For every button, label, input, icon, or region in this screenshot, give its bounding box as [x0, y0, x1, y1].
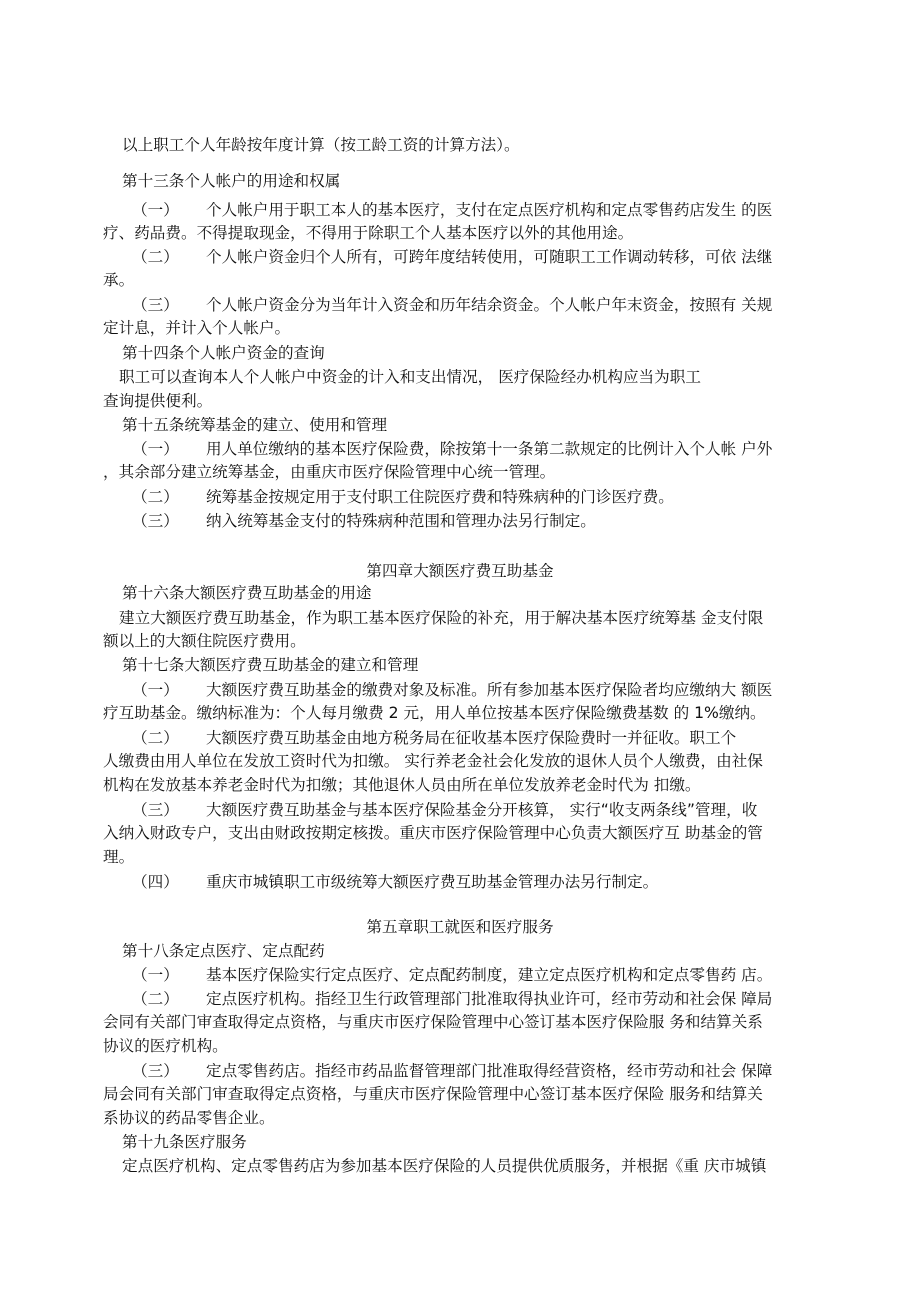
- clause-line: [132, 988, 772, 1010]
- clause-number: （一）: [132, 966, 179, 984]
- clause-text: 统筹基金按规定用于支付职工住院医疗费和特殊病种的门诊医疗费。: [206, 488, 674, 506]
- chapter-title: 第五章职工就医和医疗服务: [366, 918, 554, 936]
- clause-text: 大额医疗费互助基金的缴费对象及标准。所有参加基本医疗保险者均应缴纳大 额医: [206, 681, 773, 699]
- text-line: 以上职工个人年龄按年度计算（按工龄工资的计算方法）。: [122, 136, 520, 154]
- clause-text: 个人帐户资金归个人所有，可跨年度结转使用，可随职工工作调动转移，可依 法继: [206, 248, 773, 266]
- article-heading: 第十三条个人帐户的用途和权属: [122, 172, 341, 190]
- clause-number: （三）: [132, 512, 179, 530]
- text-line: 定计息，并计入个人帐户。: [103, 319, 291, 337]
- article-heading: 第十六条大额医疗费互助基金的用途: [122, 584, 372, 602]
- text-line: 人缴费由用人单位在发放工资时代为扣缴。 实行养老金社会化发放的退休人员个人缴费，由社保: [103, 752, 763, 770]
- clause-line: [132, 486, 674, 508]
- article-heading: 第十四条个人帐户资金的查询: [122, 344, 325, 362]
- clause-number: （二）: [132, 248, 179, 266]
- clause-number: （三）: [132, 801, 179, 819]
- clause-number: （四）: [132, 873, 179, 891]
- text-line: 额以上的大额住院医疗费用。: [103, 632, 306, 650]
- clause-line: [132, 199, 772, 221]
- clause-text: 重庆市城镇职工市级统筹大额医疗费互助基金管理办法另行制定。: [206, 873, 659, 891]
- text-line: 承。: [103, 271, 135, 289]
- clause-line: [132, 510, 596, 532]
- text-line: 系协议的药品零售企业。: [103, 1109, 275, 1127]
- clause-text: 定点医疗机构。指经卫生行政管理部门批准取得执业许可，经市劳动和社会保 障局: [206, 990, 773, 1008]
- clause-number: （三）: [132, 296, 179, 314]
- text-line: 建立大额医疗费互助基金，作为职工基本医疗保险的补充，用于解决基本医疗统筹基 金支付限: [119, 609, 764, 627]
- clause-text: 个人帐户资金分为当年计入资金和历年结余资金。个人帐户年末资金，按照有 关规: [206, 296, 773, 314]
- text-line: 会同有关部门审查取得定点资格，与重庆市医疗保险管理中心签订基本医疗保险服 务和结算关系: [103, 1013, 763, 1031]
- article-heading: 第十九条医疗服务: [122, 1133, 247, 1151]
- clause-number: （三）: [132, 1062, 179, 1080]
- text-line: ，其余部分建立统筹基金，由重庆市医疗保险管理中心统一管理。: [103, 463, 556, 481]
- chapter-title: 第四章大额医疗费互助基金: [366, 562, 554, 580]
- clause-number: （二）: [132, 729, 179, 747]
- clause-line: [132, 727, 736, 749]
- text-line: 入纳入财政专户，支出由财政按期定核拨。重庆市医疗保险管理中心负责大额医疗互 助基金的管: [103, 824, 763, 842]
- text-line: 机构在发放基本养老金时代为扣缴；其他退休人员由所在单位发放养老金时代为 扣缴。: [103, 776, 701, 794]
- clause-text: 个人帐户用于职工本人的基本医疗，支付在定点医疗机构和定点零售药店发生 的医: [206, 201, 773, 219]
- clause-line: [132, 679, 772, 701]
- clause-number: （一）: [132, 681, 179, 699]
- article-heading: 第十七条大额医疗费互助基金的建立和管理: [122, 656, 419, 674]
- article-heading: 第十八条定点医疗、定点配药: [122, 942, 325, 960]
- text-line: 理。: [103, 848, 135, 866]
- clause-text: 定点零售药店。指经市药品监督管理部门批准取得经营资格，经市劳动和社会 保障: [206, 1062, 773, 1080]
- clause-line: [132, 871, 658, 893]
- clause-line: [132, 294, 772, 316]
- clause-line: [132, 799, 757, 821]
- clause-line: [132, 246, 772, 268]
- text-line: 疗互助基金。缴纳标准为：个人每月缴费 2 元，用人单位按基本医疗保险缴费基数 的 1%缴纳。: [103, 704, 766, 722]
- clause-line: [132, 438, 772, 460]
- clause-text: 大额医疗费互助基金由地方税务局在征收基本医疗保险费时一并征收。职工个: [206, 729, 737, 747]
- article-heading: 第十五条统筹基金的建立、使用和管理: [122, 416, 388, 434]
- clause-text: 基本医疗保险实行定点医疗、定点配药制度，建立定点医疗机构和定点零售药 店。: [206, 966, 773, 984]
- clause-text: 纳入统筹基金支付的特殊病种范围和管理办法另行制定。: [206, 512, 596, 530]
- clause-number: （二）: [132, 990, 179, 1008]
- clause-number: （一）: [132, 201, 179, 219]
- clause-text: 大额医疗费互助基金与基本医疗保险基金分开核算， 实行“收支两条线”管理，收: [206, 801, 758, 819]
- text-line: 协议的医疗机构。: [103, 1037, 228, 1055]
- clause-line: [132, 964, 772, 986]
- clause-number: （二）: [132, 488, 179, 506]
- text-line: 疗、药品费。不得提取现金，不得用于除职工个人基本医疗以外的其他用途。: [103, 224, 634, 242]
- clause-number: （一）: [132, 440, 179, 458]
- clause-line: [132, 1060, 772, 1082]
- text-line: 职工可以查询本人个人帐户中资金的计入和支出情况， 医疗保险经办机构应当为职工: [119, 368, 701, 386]
- text-line: 定点医疗机构、定点零售药店为参加基本医疗保险的人员提供优质服务，并根据《重 庆市城镇: [122, 1157, 767, 1175]
- clause-text: 用人单位缴纳的基本医疗保险费，除按第十一条第二款规定的比例计入个人帐 户外: [206, 440, 773, 458]
- text-line: 局会同有关部门审查取得定点资格，与重庆市医疗保险管理中心签订基本医疗保险 服务和结算关: [103, 1085, 763, 1103]
- text-line: 查询提供便利。: [103, 392, 213, 410]
